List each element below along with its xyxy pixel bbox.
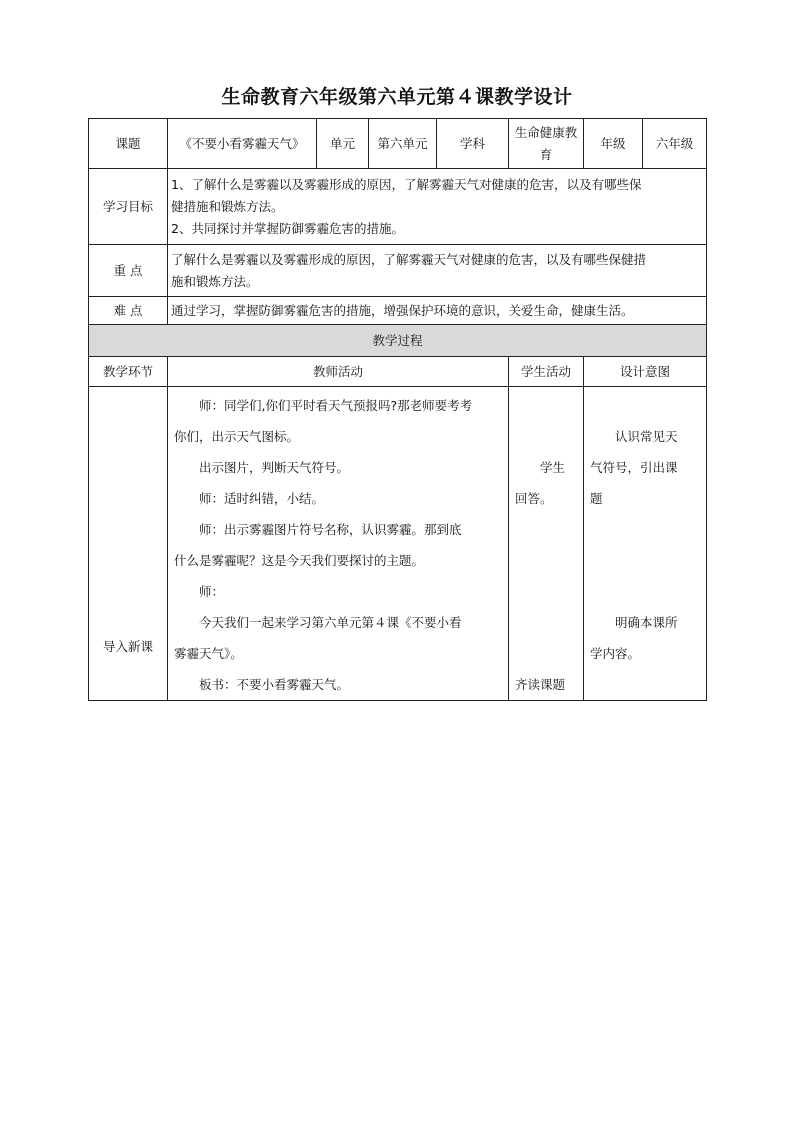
goal-line: 2、共同探讨并掌握防御雾霾危害的措施。 (171, 220, 404, 236)
teacher-line: 什么是雾霾呢？这是今天我们要探讨的主题。 (174, 553, 425, 568)
difficult-points-content: 通过学习，掌握防御雾霾危害的措施，增强保护环境的意识，关爱生命，健康生活。 (168, 297, 707, 325)
info-row (89, 119, 707, 169)
intent-line: 题 (590, 491, 603, 506)
student-line: 学生 (540, 460, 566, 475)
course-label: 课题 (89, 119, 168, 169)
teacher-line: 雾霾天气》。 (174, 646, 243, 661)
grade-value: 六年级 (643, 119, 707, 169)
difficult-points-row (89, 297, 707, 325)
teacher-line: 出示图片，判断天气符号。 (199, 460, 350, 475)
key-point-line: 了解什么是雾霾以及雾霾形成的原因，了解雾霾天气对健康的危害，以及有哪些保健措 (171, 251, 647, 267)
intent-line: 认识常见天 (615, 429, 678, 444)
goals-label: 学习目标 (89, 169, 168, 245)
goals-row (89, 169, 707, 245)
teacher-line: 师：出示雾霾图片符号名称，认识雾霾。那到底 (199, 522, 462, 537)
student-activity-cell (509, 387, 584, 701)
design-intent-cell (584, 387, 707, 701)
intent-line: 气符号，引出课 (590, 460, 678, 475)
header-intent: 设计意图 (584, 357, 707, 387)
stage-cell: 导入新课 (89, 387, 168, 701)
grade-label: 年级 (584, 119, 643, 169)
process-section-title: 教学过程 (89, 325, 707, 357)
lesson-plan-table (88, 118, 707, 701)
teacher-line: 今天我们一起来学习第六单元第４课《不要小看 (199, 615, 462, 630)
intent-line: 学内容。 (590, 646, 641, 661)
header-stage: 教学环节 (89, 357, 168, 387)
intent-line: 明确本课所 (615, 615, 678, 630)
header-student: 学生活动 (509, 357, 584, 387)
process-content-row (89, 387, 707, 701)
student-line: 齐读课题 (515, 677, 566, 692)
document-title: 生命教育六年级第六单元第４课教学设计 (221, 86, 573, 108)
goal-line: 健措施和锻炼方法。 (171, 198, 284, 214)
teacher-activity-cell (168, 387, 509, 701)
unit-label: 单元 (317, 119, 369, 169)
process-header-row (89, 357, 707, 387)
subject-label: 学科 (437, 119, 509, 169)
header-teacher: 教师活动 (168, 357, 509, 387)
teacher-line: 师：适时纠错，小结。 (199, 491, 325, 506)
teacher-line: 板书：不要小看雾霾天气。 (199, 677, 350, 692)
process-section-row (89, 325, 707, 357)
course-value: 《不要小看雾霾天气》 (168, 119, 317, 169)
subject-value: 生命健康教育 (509, 119, 584, 169)
teacher-line: 你们，出示天气图标。 (174, 429, 300, 444)
teacher-line: 师： (199, 584, 225, 599)
key-points-row (89, 245, 707, 297)
goal-line: 1、了解什么是雾霾以及雾霾形成的原因，了解雾霾天气对健康的危害，以及有哪些保 (171, 176, 642, 192)
goals-content (168, 169, 707, 245)
key-points-content (168, 245, 707, 297)
unit-value: 第六单元 (369, 119, 437, 169)
key-points-label: 重 点 (89, 245, 168, 297)
key-point-line: 施和锻炼方法。 (171, 273, 259, 289)
student-line: 回答。 (515, 491, 553, 506)
teacher-line: 师：同学们,你们平时看天气预报吗?那老师要考考 (199, 398, 473, 413)
difficult-points-label: 难 点 (89, 297, 168, 325)
